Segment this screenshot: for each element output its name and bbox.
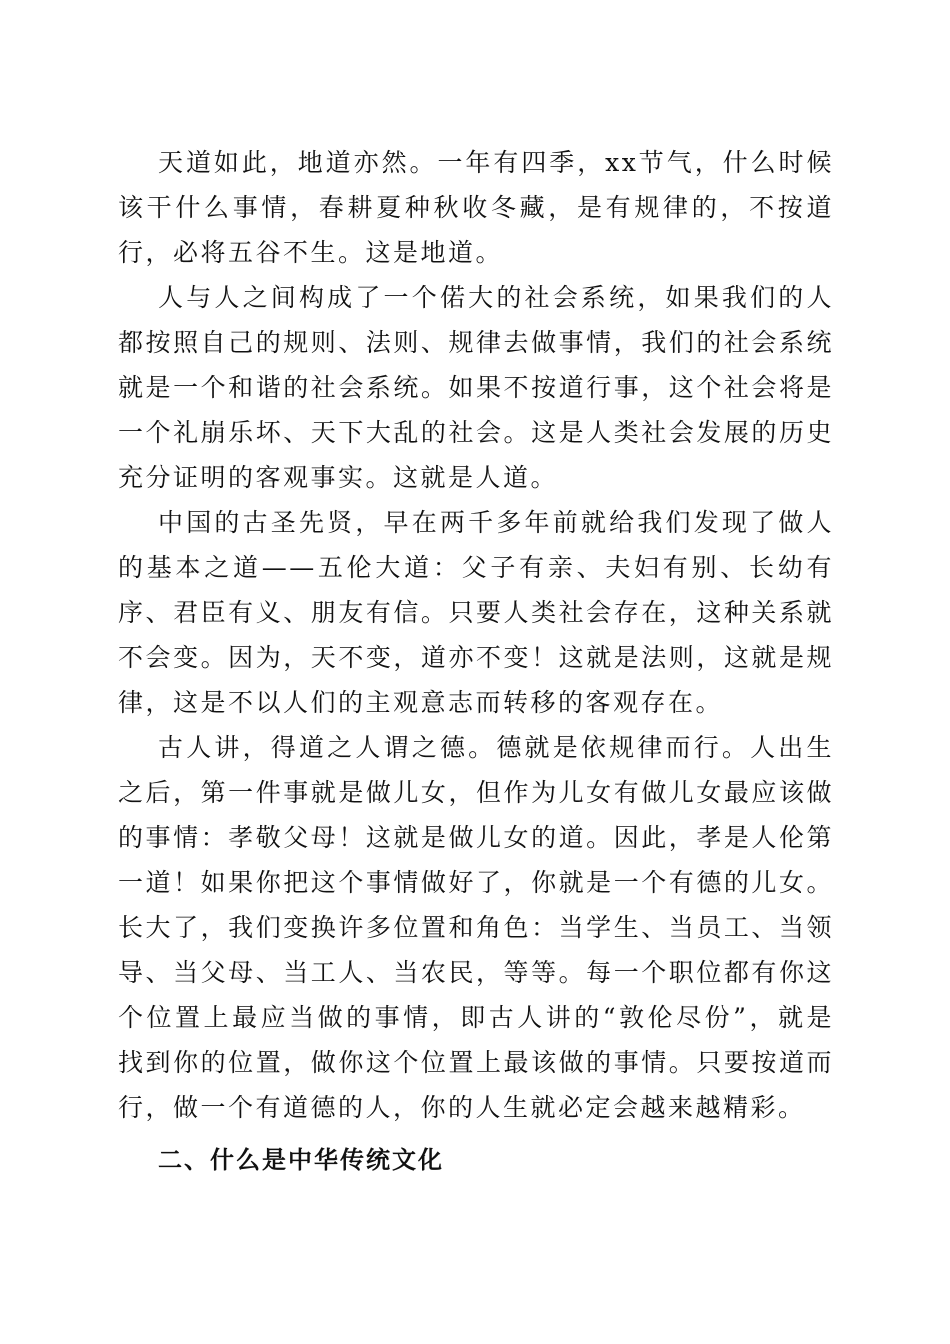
paragraph-five-relations: 中国的古圣先贤，早在两千多年前就给我们发现了做人的基本之道——五伦大道：父子有亲、夫妇有别、长幼有序、君臣有义、朋友有信。只要人类社会存在，这种关系就不会变。因为，天不变，道亦不变！这就是法则，这就是规律，这是不以人们的主观意志而转移的客观存在。	[118, 508, 834, 717]
paragraph-human-way: 人与人之间构成了一个偌大的社会系统，如果我们的人都按照自己的规则、法则、规律去做事情，我们的社会系统就是一个和谐的社会系统。如果不按道行事，这个社会将是一个礼崩乐坏、天下大乱的社会。这是人类社会发展的历史充分证明的客观事实。这就是人道。	[118, 283, 834, 492]
paragraph-earth-way: 天道如此，地道亦然。一年有四季，xx节气，什么时候该干什么事情，春耕夏种秋收冬藏，是有规律的，不按道行，必将五谷不生。这是地道。	[118, 148, 834, 267]
section-heading: 二、什么是中华传统文化	[158, 1146, 444, 1174]
paragraph-virtue: 古人讲，得道之人谓之德。德就是依规律而行。人出生之后，第一件事就是做儿女，但作为儿女有做儿女最应该做的事情：孝敬父母！这就是做儿女的道。因此，孝是人伦第一道！如果你把这个事情做好了，你就是一个有德的儿女。长大了，我们变换许多位置和角色：当学生、当员工、当领导、当父母、当工人、当农民，等等。每一个职位都有你这个位置上最应当做的事情，即古人讲的“敦伦尽份”，就是找到你的位置，做你这个位置上最该做的事情。只要按道而行，做一个有道德的人，你的人生就必定会越来越精彩。	[118, 733, 834, 1122]
document-body	[118, 140, 834, 1183]
